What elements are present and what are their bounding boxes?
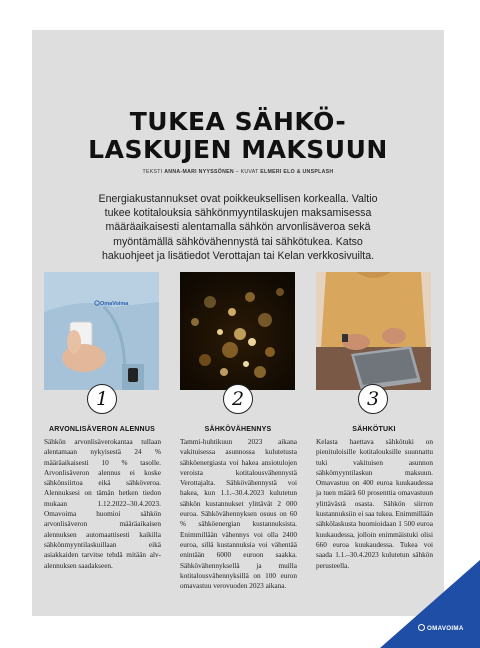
section-heading-vat: ARVONLISÄVERON ALENNUS xyxy=(49,426,155,433)
string-lights-illustration xyxy=(180,272,295,390)
photo-laptop xyxy=(316,272,431,390)
photo-phone-hoodie xyxy=(44,272,159,390)
photo-string-lights xyxy=(180,272,295,390)
title-line-2: LASKUJEN MAKSUUN xyxy=(88,135,388,164)
byline xyxy=(32,169,444,175)
section-body-vat: Sähkön arvonlisäverokantaa tullaan alentamaan nykyisestä 24 % määräaikaisesti 10 % tasolle. Arvonlisäveron alennus ei koske sähkönsiirtoa eikä sähköveroa. Alennuksesi on tämän hetken tiedon mukaan 1.12.2022–30.4.2023. Omavoima huomioi sähkön arvonlisäveron määräaikaisen alennuksen automaattisesti kaikilla sähkönmyyntilaskuillaan eikä asiakkaiden tarvitse tehdä mitään alv-alennuksen saadakseen. xyxy=(44,438,161,570)
brand-logo-text: OMAVOIMA xyxy=(427,625,464,632)
brand-logo xyxy=(418,624,464,632)
page-title xyxy=(32,108,444,164)
laptop-illustration xyxy=(316,272,431,390)
section-body-support: Kelasta haettava sähkötuki on pienituloisille kotitalouksille suunnattu tuki vakituisen asunnon sähkömyyntilaskun maksuun. Omavastuu on 400 euroa kuukaudessa ja tuen määrä 60 prosenttia omavastuun ylittävästä osasta. Sähkön siirron kustannuksiin ei saa tukea. Enimmillään sähkölaskusta huomioidaan 1 500 euroa kuukaudessa, jolloin enimmäistuki olisi 660 euroa kuukaudessa. Tukea voi saada 1.1.–30.4.2023 kulutetun sähkön perusteella. xyxy=(316,438,433,570)
section-heading-deduction: SÄHKÖVÄHENNYS xyxy=(204,426,272,433)
byline-separator: – KUVAT xyxy=(233,169,261,175)
photo-logo-text: OmaVoima xyxy=(100,301,129,307)
phone-hoodie-illustration xyxy=(44,272,159,390)
brand-corner xyxy=(380,560,480,648)
number-badge-3: 3 xyxy=(358,384,388,414)
intro-paragraph: Energiakustannukset ovat poikkeuksellisen korkealla. Valtio tukee kotitalouksia sähkönmyyntilaskujen maksamisessa määräaikaisesti alentamalla sähkön arvonlisäveroa sekä myöntämällä sähkövähennystä tai sähkötukea. Katso hakuohjeet ja lisätiedot Verottajan tai Kelan verkkosivuilta. xyxy=(98,193,378,262)
brand-logo-icon xyxy=(418,624,425,631)
byline-prefix: TEKSTI xyxy=(142,169,163,175)
title-line-1: TUKEA SÄHKÖ- xyxy=(129,107,347,136)
byline-author: ANNA-MARI NYYSSÖNEN xyxy=(164,169,234,175)
number-badge-1: 1 xyxy=(87,384,117,414)
number-badge-2: 2 xyxy=(223,384,253,414)
section-heading-support: SÄHKÖTUKI xyxy=(352,426,396,433)
section-body-deduction: Tammi-huhtikuun 2023 aikana vakituisessa asunnossa kulutetusta sähköenergiasta voi hakea ansiotulojen veroista kotitalousvähennystä Verottajalta. Sähkövähennystä voi hakea, kun 1.1.–30.4.2023 kulutetun sähkön kustannukset ylittävät 2 000 euroa. Sähkövähennyksen osuus on 60 % sähköenergian kustannuksista. Enimmillään vähennys voi olla 2400 euroa, sillä kustannuksia voi vähentää enintään 6000 euroon saakka. Sähkövähennyksellä ja muilla kotitalousvähennyksillä on 100 euron omavastuu verovuoden 2023 aikana. xyxy=(180,438,297,591)
byline-images: ELMERI ELO & UNSPLASH xyxy=(260,169,334,175)
